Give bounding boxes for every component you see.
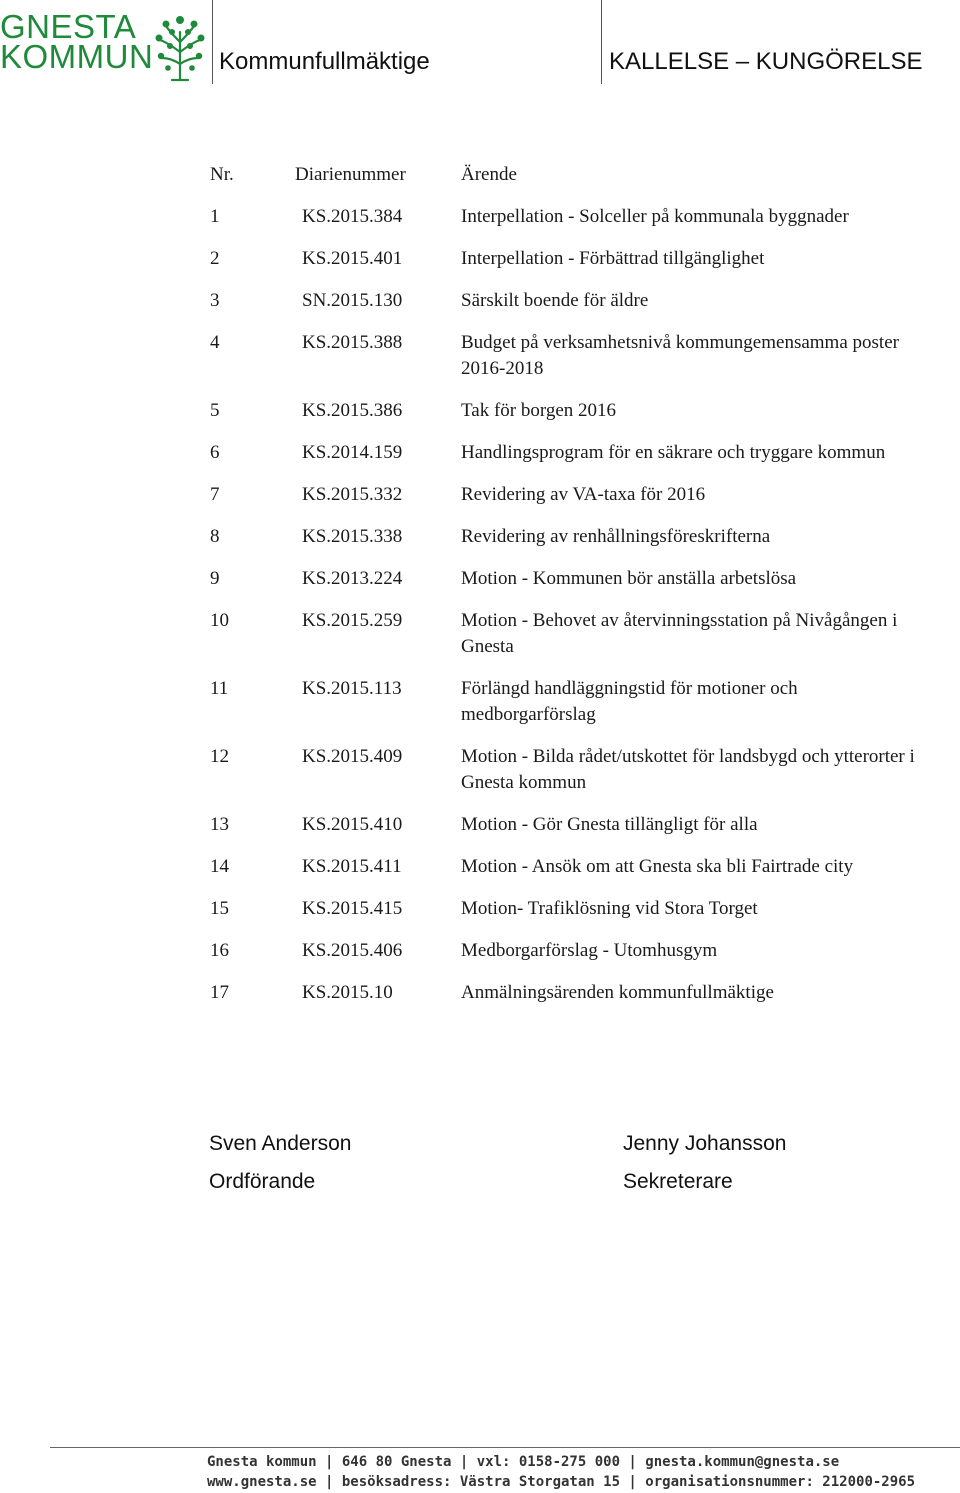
row-diarienummer: SN.2015.130	[302, 290, 403, 311]
row-diarienummer: KS.2013.224	[302, 568, 403, 589]
row-diarienummer: KS.2015.406	[302, 940, 403, 961]
signature-block-chair	[209, 1125, 351, 1201]
row-arende: Motion- Trafiklösning vid Stora Torget	[461, 898, 758, 919]
row-number: 14	[210, 856, 229, 877]
signature-name: Jenny Johansson	[623, 1132, 787, 1155]
column-header-nr: Nr.	[210, 164, 234, 185]
row-diarienummer: KS.2015.338	[302, 526, 403, 547]
header-title-right: KALLELSE – KUNGÖRELSE	[609, 48, 923, 75]
page-footer	[207, 1452, 947, 1492]
row-diarienummer: KS.2015.409	[302, 746, 403, 767]
row-number: 9	[210, 568, 220, 589]
row-arende: Revidering av renhållningsföreskrifterna	[461, 526, 771, 547]
row-arende: Motion - Gör Gnesta tillängligt för alla	[461, 814, 758, 835]
table-row	[210, 330, 940, 382]
row-number: 5	[210, 400, 220, 421]
table-row	[210, 854, 940, 880]
row-arende: Handlingsprogram för en säkrare och tryggare kommun	[461, 442, 886, 463]
table-row	[210, 676, 940, 728]
table-row	[210, 246, 940, 272]
row-arende: Medborgarförslag - Utomhusgym	[461, 940, 718, 961]
footer-divider	[50, 1447, 960, 1448]
row-number: 17	[210, 982, 229, 1003]
signature-name: Sven Anderson	[209, 1132, 352, 1155]
row-diarienummer: KS.2015.259	[302, 610, 403, 631]
signature-block-secretary	[623, 1125, 786, 1201]
row-arende: Tak för borgen 2016	[461, 400, 617, 421]
row-number: 4	[210, 332, 220, 353]
table-body	[210, 204, 940, 1006]
row-number: 6	[210, 442, 220, 463]
agenda-table	[210, 162, 940, 1022]
row-arende: Interpellation - Solceller på kommunala byggnader	[461, 206, 849, 227]
row-diarienummer: KS.2014.159	[302, 442, 403, 463]
table-row	[210, 980, 940, 1006]
page-header	[0, 0, 960, 90]
row-diarienummer: KS.2015.384	[302, 206, 403, 227]
header-title-left: Kommunfullmäktige	[219, 48, 430, 75]
footer-address-line: www.gnesta.se | besöksadress: Västra Storgatan 15 | organisationsnummer: 212000-2965	[207, 1474, 916, 1490]
row-number: 3	[210, 290, 220, 311]
table-row	[210, 288, 940, 314]
row-number: 12	[210, 746, 229, 767]
row-arende: Anmälningsärenden kommunfullmäktige	[461, 982, 774, 1003]
row-diarienummer: KS.2015.10	[302, 982, 393, 1003]
row-number: 1	[210, 206, 220, 227]
row-diarienummer: KS.2015.388	[302, 332, 403, 353]
column-header-diarienummer: Diarienummer	[295, 164, 406, 185]
table-row	[210, 566, 940, 592]
row-number: 13	[210, 814, 229, 835]
tree-icon	[152, 12, 208, 82]
row-arende: Interpellation - Förbättrad tillgänglighet	[461, 248, 765, 269]
table-row	[210, 938, 940, 964]
table-row	[210, 744, 940, 796]
row-diarienummer: KS.2015.332	[302, 484, 403, 505]
footer-contact-line: Gnesta kommun | 646 80 Gnesta | vxl: 0158-275 000 | gnesta.kommun@gnesta.se	[207, 1454, 840, 1470]
logo-line-2: KOMMUN	[0, 38, 154, 75]
table-row	[210, 398, 940, 424]
row-diarienummer: KS.2015.401	[302, 248, 403, 269]
row-number: 2	[210, 248, 220, 269]
row-diarienummer: KS.2015.415	[302, 898, 403, 919]
header-divider-left	[212, 0, 213, 84]
header-divider-right	[601, 0, 602, 84]
row-arende: Motion - Behovet av återvinningsstation på Nivågången i Gnesta	[461, 610, 898, 657]
row-diarienummer: KS.2015.113	[302, 678, 402, 699]
row-diarienummer: KS.2015.410	[302, 814, 403, 835]
row-arende: Särskilt boende för äldre	[461, 290, 649, 311]
row-number: 16	[210, 940, 229, 961]
table-row	[210, 524, 940, 550]
row-number: 11	[210, 678, 229, 699]
row-arende: Budget på verksamhetsnivå kommungemensamma poster 2016-2018	[461, 332, 899, 379]
table-row	[210, 608, 940, 660]
table-row	[210, 204, 940, 230]
gnesta-kommun-logo	[0, 8, 210, 82]
row-diarienummer: KS.2015.411	[302, 856, 402, 877]
row-diarienummer: KS.2015.386	[302, 400, 403, 421]
row-arende: Motion - Ansök om att Gnesta ska bli Fairtrade city	[461, 856, 854, 877]
row-arende: Motion - Bilda rådet/utskottet för landsbygd och ytterorter i Gnesta kommun	[461, 746, 915, 793]
row-arende: Revidering av VA-taxa för 2016	[461, 484, 706, 505]
signature-role: Ordförande	[209, 1170, 316, 1193]
table-row	[210, 440, 940, 466]
row-arende: Förlängd handläggningstid för motioner och medborgarförslag	[461, 678, 798, 725]
row-number: 8	[210, 526, 220, 547]
row-number: 7	[210, 484, 220, 505]
table-row	[210, 482, 940, 508]
signature-role: Sekreterare	[623, 1170, 733, 1193]
table-header-row	[210, 162, 940, 204]
table-row	[210, 896, 940, 922]
logo-wordmark	[0, 8, 154, 75]
table-row	[210, 812, 940, 838]
row-number: 15	[210, 898, 229, 919]
logo-line-1: GNESTA	[0, 8, 137, 45]
column-header-arende: Ärende	[461, 164, 517, 185]
row-arende: Motion - Kommunen bör anställa arbetslösa	[461, 568, 797, 589]
row-number: 10	[210, 610, 229, 631]
